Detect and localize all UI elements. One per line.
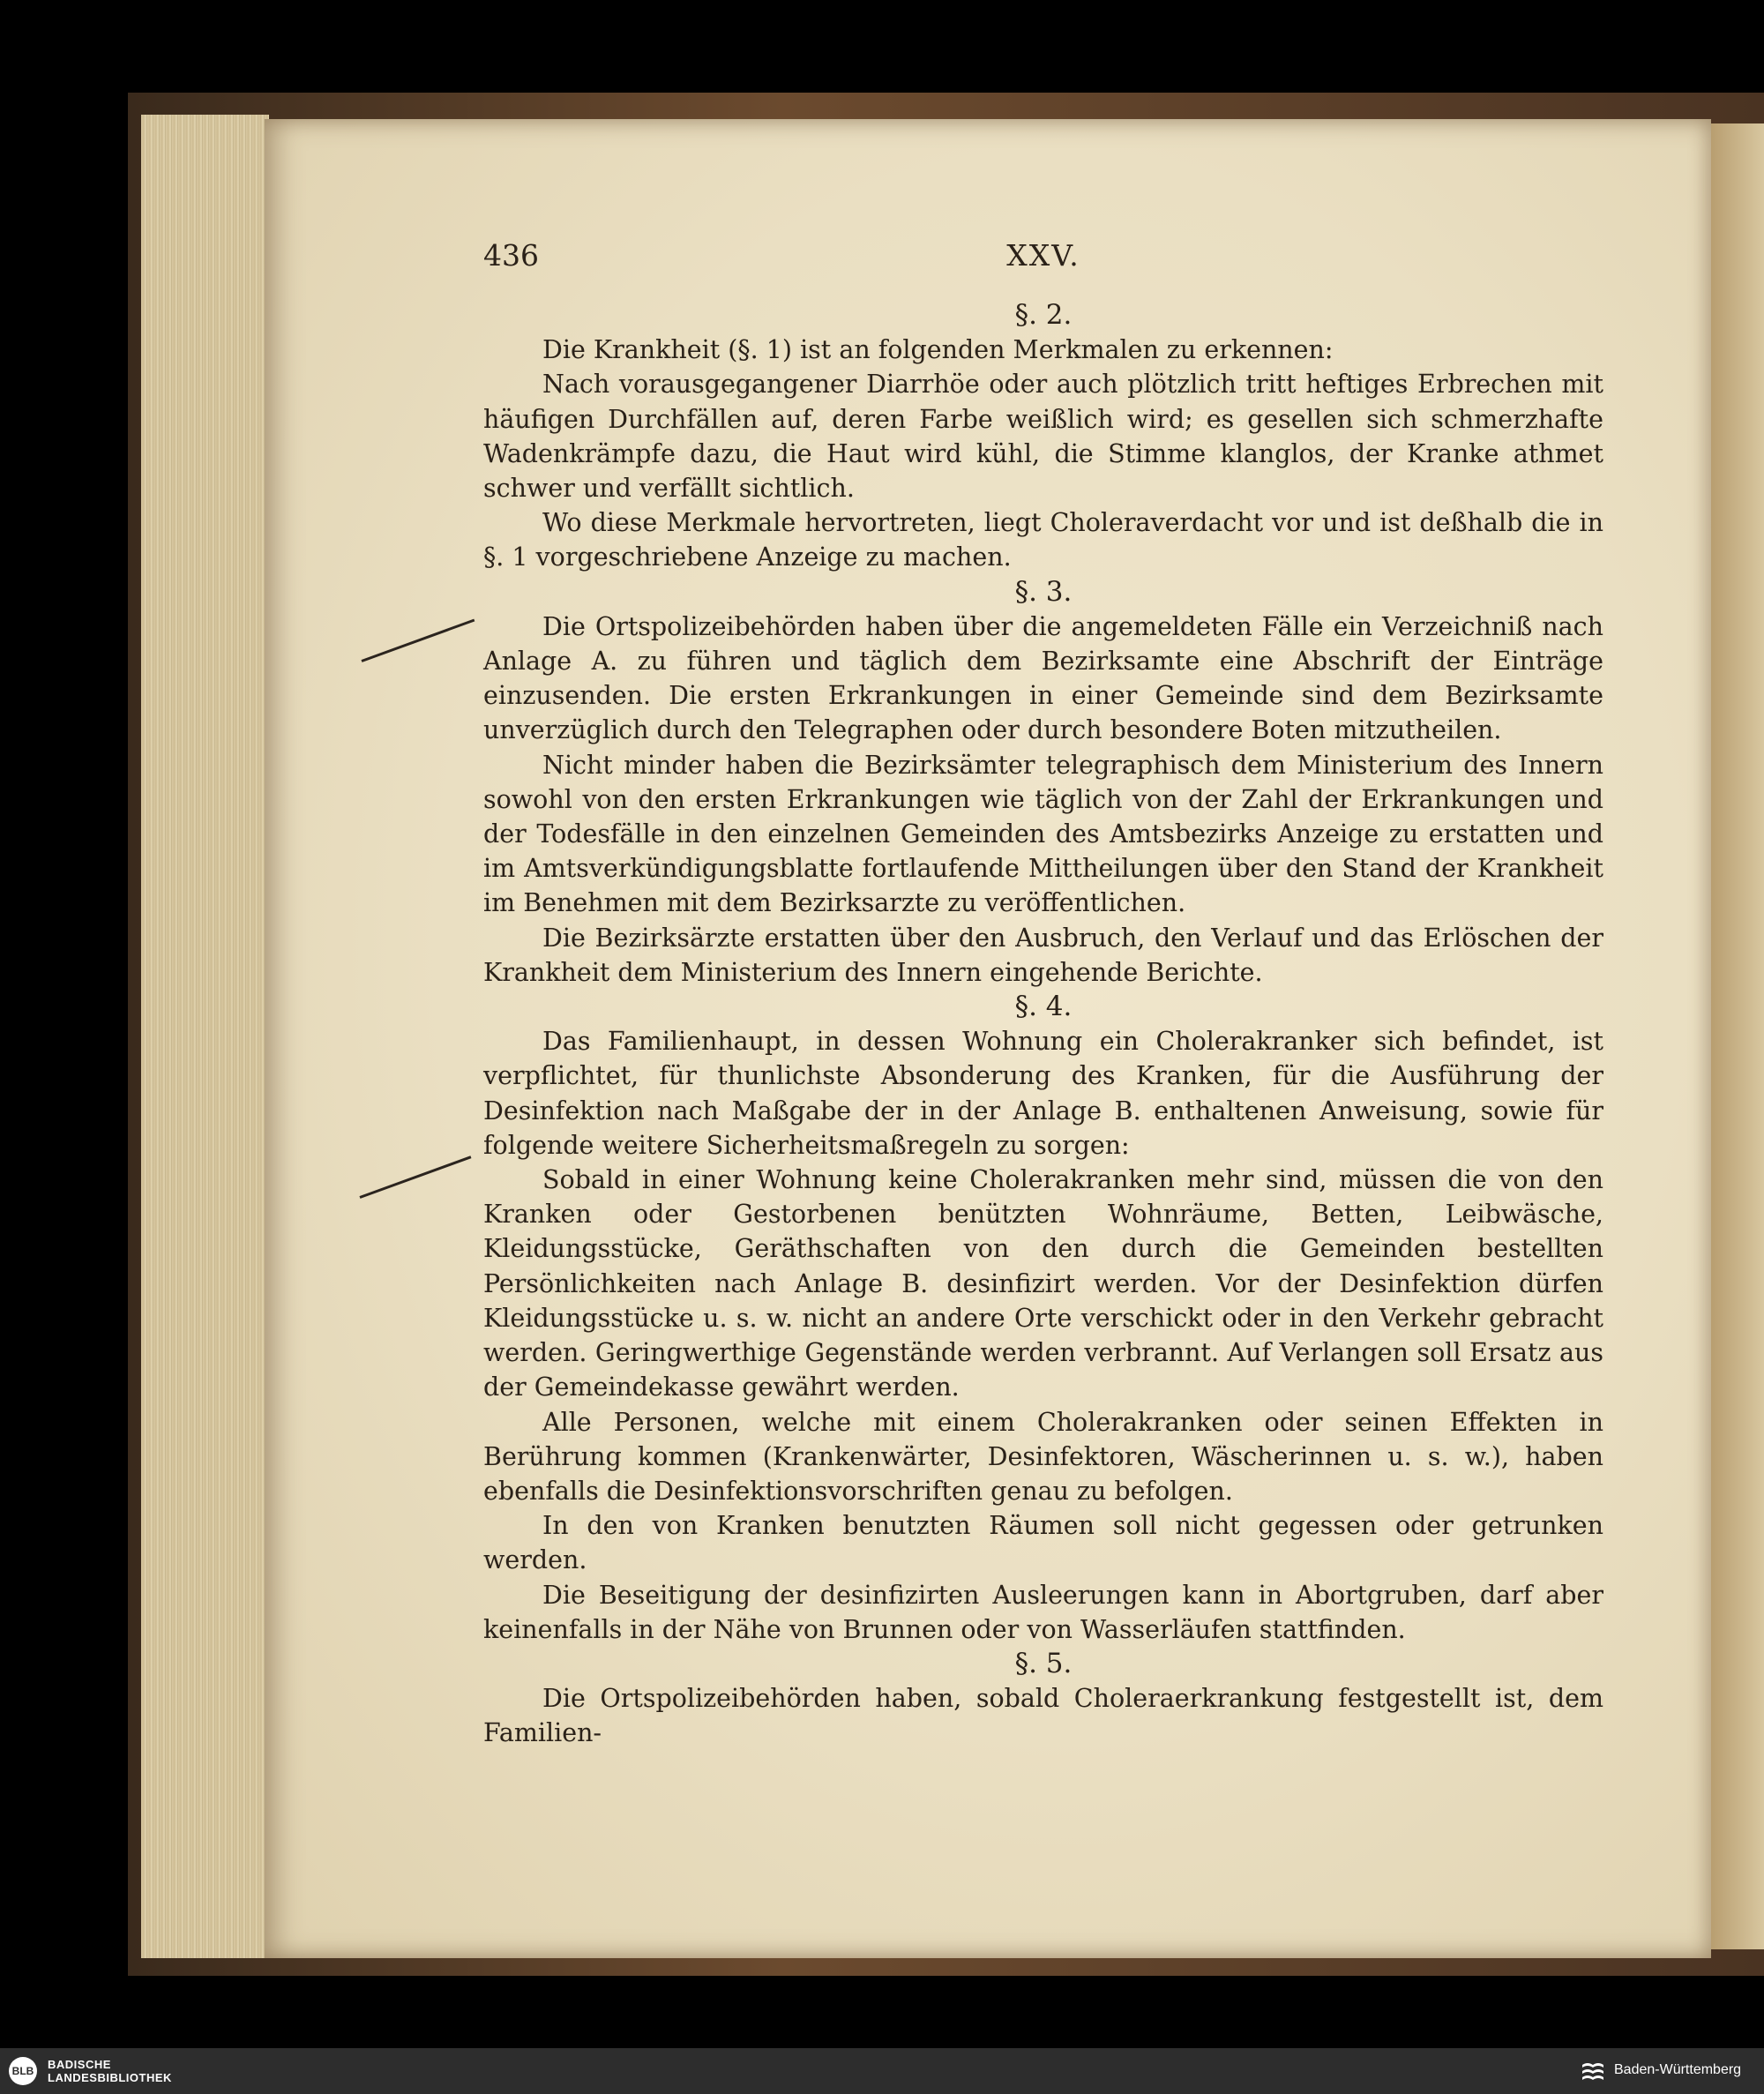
section-heading: §. 4.	[1014, 991, 1073, 1023]
paragraph: Wo diese Merkmale hervortreten, liegt Choleraverdacht vor und ist deßhalb die in §. 1 vorgeschriebene Anzeige zu machen.	[483, 508, 1603, 572]
paragraph: Alle Personen, welche mit einem Cholerakranken oder seinen Effekten in Berührung kommen (Krankenwärter, Desinfektoren, Wäscherinnen u. s. w.), haben ebenfalls die Desinfektionsvorschriften genau zu befolgen.	[483, 1407, 1603, 1506]
section-heading: §. 2.	[1014, 299, 1073, 331]
lions-crest-icon	[1580, 2060, 1606, 2084]
paragraph: Sobald in einer Wohnung keine Cholerakranken mehr sind, müssen die von den Kranken oder Gestorbenen benützten Wohnräume, Betten, Leibwäsche, Kleidungsstücke, Geräthschaften von den durch die Gemeinden bestellten Persönlichkeiten nach Anlage B. desinfizirt werden. Vor der Desinfektion dürfen Kleidungsstücke u. s. w. nicht an andere Orte verschickt oder in den Verkehr gebracht werden. Geringwerthige Gegenstände werden verbrannt. Auf Verlangen soll Ersatz aus der Gemeindekasse gewährt werden.	[483, 1165, 1603, 1402]
facing-page-edge	[1711, 123, 1764, 1949]
state-name[interactable]: Baden-Württemberg	[1614, 2062, 1742, 2077]
paragraph: Nach vorausgegangener Diarrhöe oder auch plötzlich tritt heftiges Erbrechen mit häufigen Durchfällen auf, deren Farbe weißlich wird; es gesellen sich schmerzhafte Wadenkrämpfe dazu, die Haut wird kühl, die Stimme klanglos, der Kranke athmet schwer und verfällt sichtlich.	[483, 370, 1603, 504]
library-name-line: LANDESBIBLIOTHEK	[48, 2071, 172, 2084]
paragraph: Die Beseitigung der desinfizirten Ausleerungen kann in Abortgruben, darf aber keinenfalls in der Nähe von Brunnen oder von Wasserläufen stattfinden.	[483, 1580, 1603, 1644]
paragraph: Das Familienhaupt, in dessen Wohnung ein Cholerakranker sich befindet, ist verpflichtet, für thunlichste Absonderung des Kranken, für die Ausführung der Desinfektion nach Maßgabe der in der Anlage B. enthaltenen Anweisung, sowie für folgende weitere Sicherheitsmaßregeln zu sorgen:	[483, 1027, 1603, 1160]
page-number: 436	[483, 238, 539, 273]
paragraph: Die Ortspolizeibehörden haben über die angemeldeten Fälle ein Verzeichniß nach Anlage A. zu führen und täglich dem Bezirksamte eine Abschrift der Einträge einzusenden. Die ersten Erkrankungen in einer Gemeinde sind dem Bezirksamte unverzüglich durch den Telegraphen oder durch besondere Boten mitzutheilen.	[483, 611, 1603, 745]
library-name[interactable]	[48, 2058, 172, 2084]
paragraph: Die Bezirksärzte erstatten über den Ausbruch, den Verlauf und das Erlöschen der Krankheit dem Ministerium des Innern eingehende Berichte.	[483, 923, 1603, 987]
section-heading: §. 3.	[1014, 575, 1073, 608]
library-logo[interactable]: BLB	[9, 2057, 37, 2085]
page-header	[483, 238, 1603, 282]
viewer-footer	[0, 2048, 1764, 2094]
page-text	[483, 298, 1603, 1751]
paragraph: Die Ortspolizeibehörden haben, sobald Choleraerkrankung festgestellt ist, dem Familien-	[483, 1684, 1603, 1748]
paragraph: In den von Kranken benutzten Räumen soll nicht gegessen oder getrunken werden.	[483, 1511, 1603, 1575]
paragraph: Die Krankheit (§. 1) ist an folgenden Merkmalen zu erkennen:	[542, 335, 1334, 365]
paragraph: Nicht minder haben die Bezirksämter telegraphisch dem Ministerium des Innern sowohl von den ersten Erkrankungen wie täglich von der Zahl der Erkrankungen und der Todesfälle in den einzelnen Gemeinden des Amtsbezirks Anzeige zu erstatten und im Amtsverkündigungsblatte fortlaufende Mittheilungen über den Stand der Krankheit im Benehmen mit dem Bezirksarzte zu veröffentlichen.	[483, 750, 1603, 918]
page-edges	[141, 115, 269, 1958]
library-name-line: BADISCHE	[48, 2058, 111, 2071]
section-heading: §. 5.	[1014, 1647, 1073, 1679]
chapter-number: XXV.	[1006, 238, 1080, 273]
